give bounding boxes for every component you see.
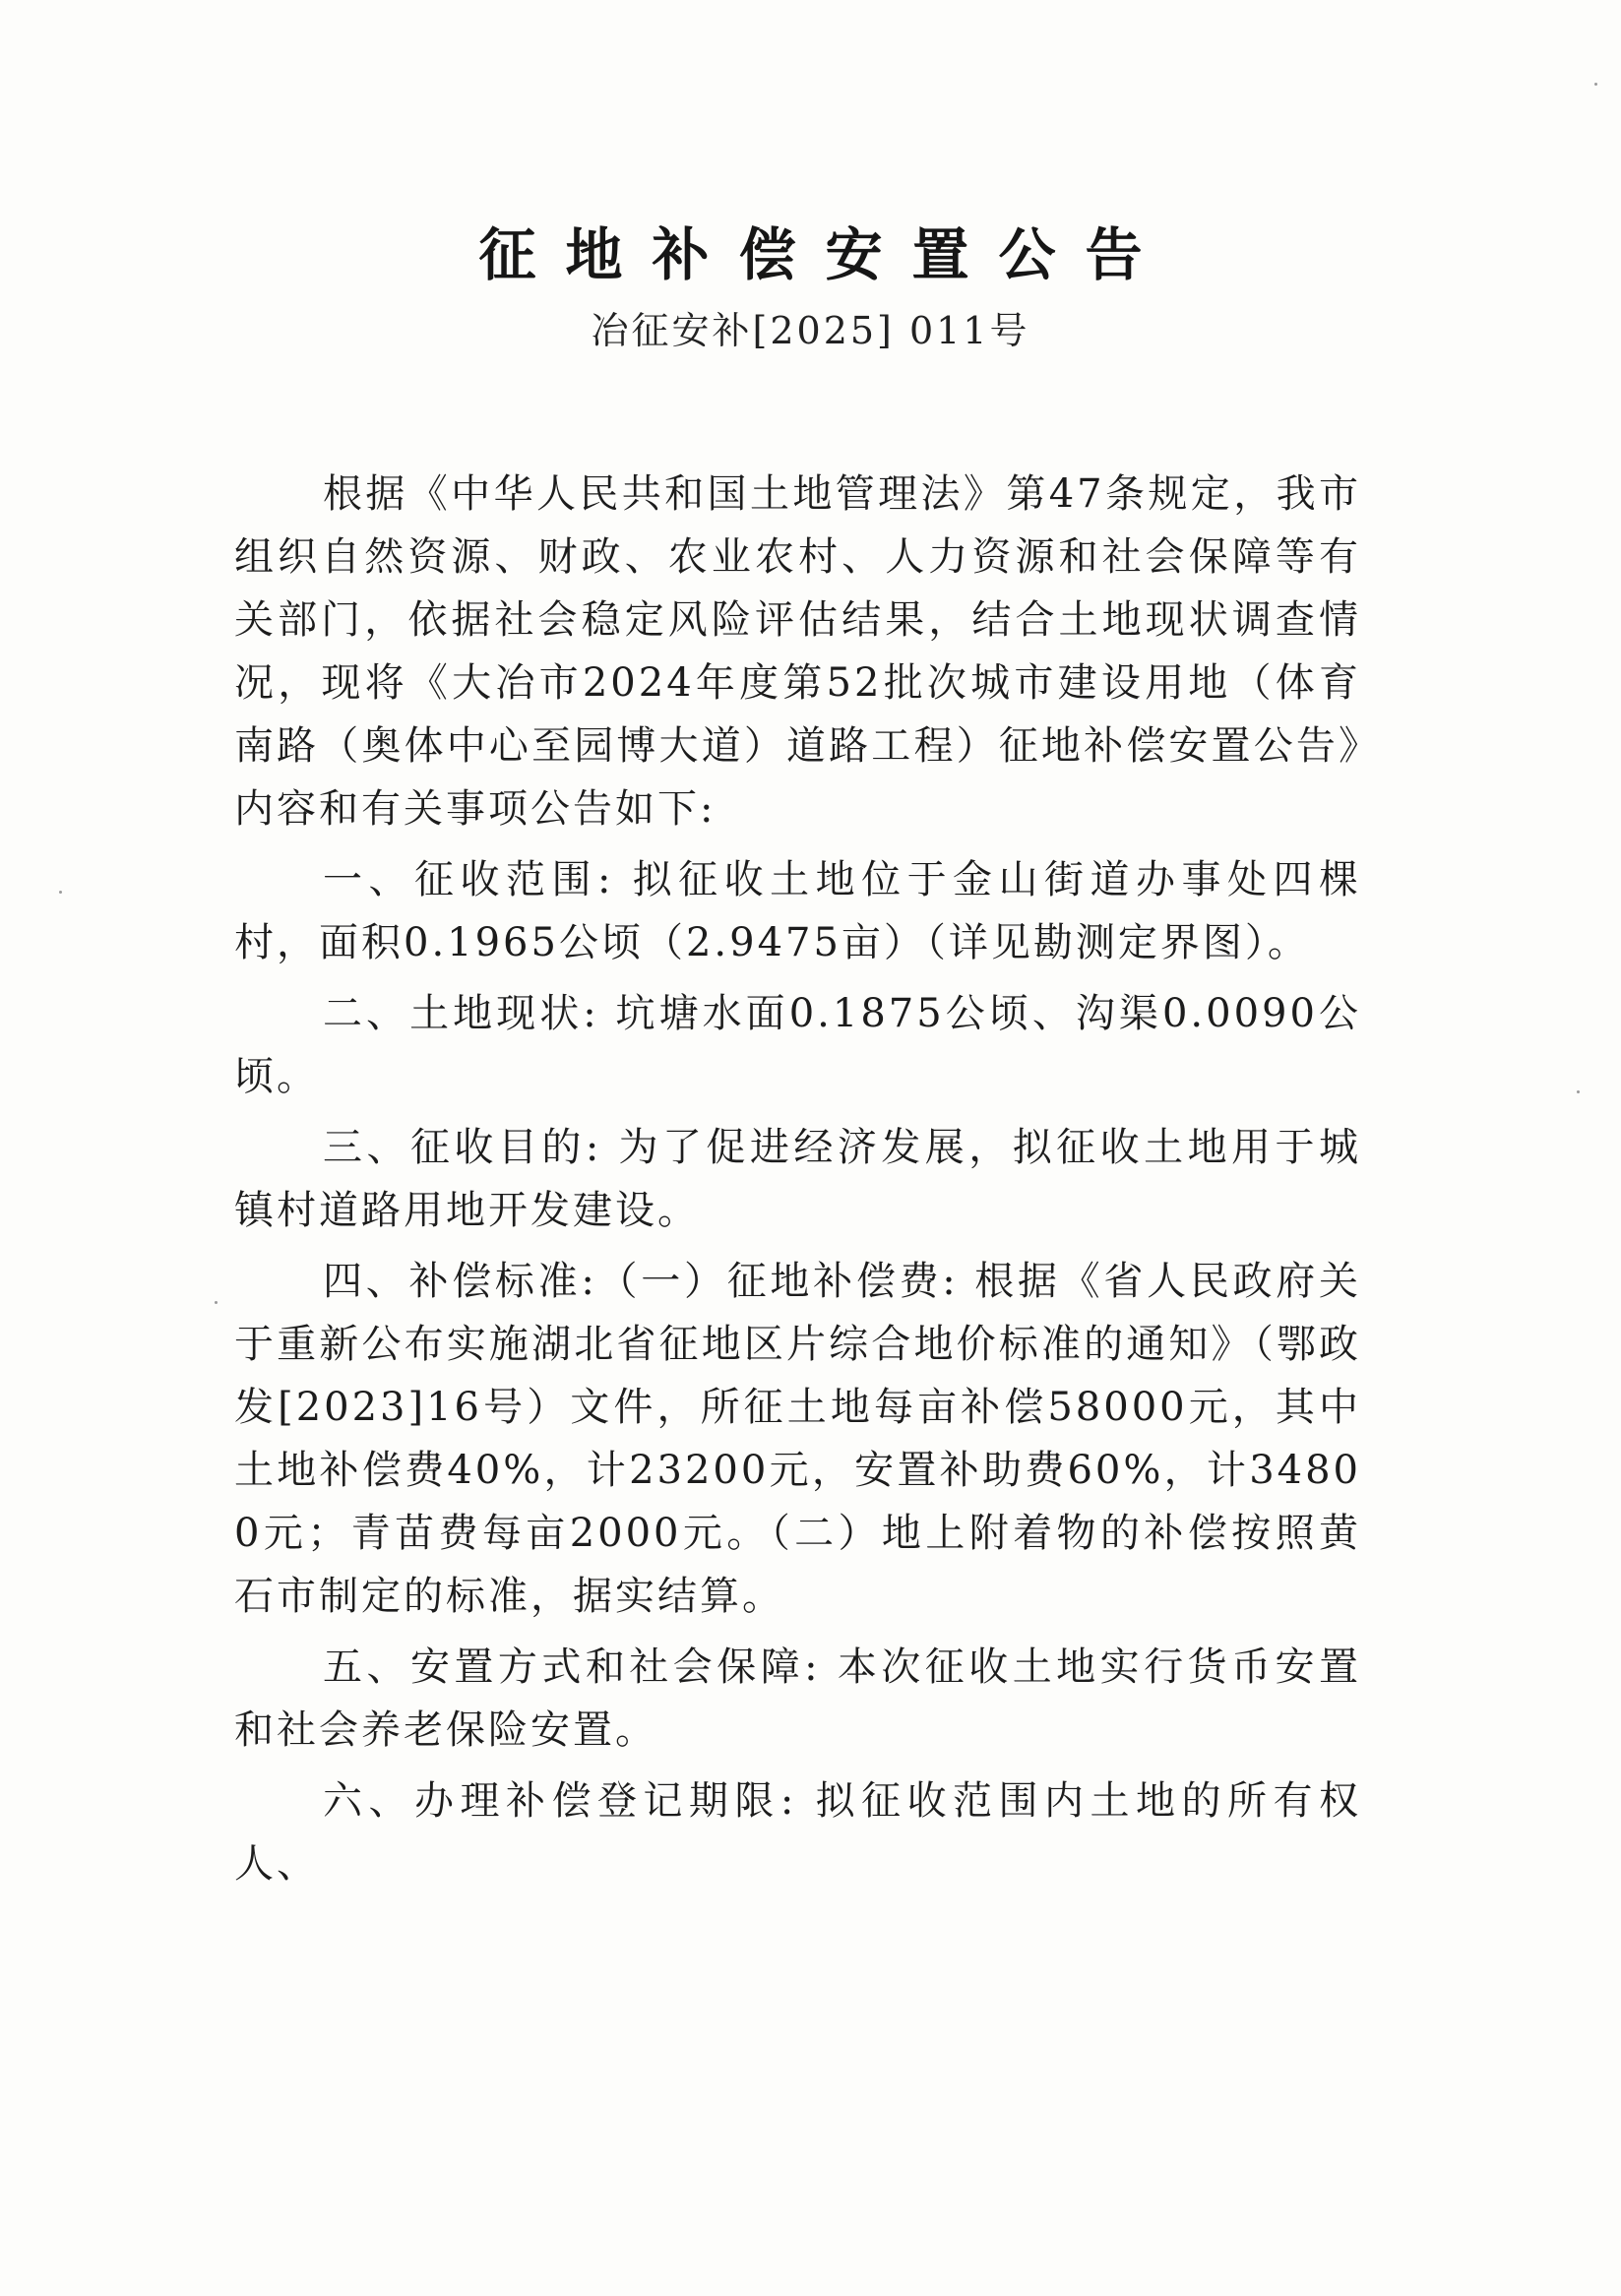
document-number: 冶征安补[2025] 011号 bbox=[591, 309, 1030, 352]
paragraph-compensation-standard: 四、补偿标准:（一）征地补偿费: 根据《省人民政府关于重新公布实施湖北省征地区片综合地价标准的通知》（鄂政发[2023]16号）文件，所征土地每亩补偿58000元，其中土地补偿费40%，计23200元，安置补助费60%，计34800元；青苗费每亩2000元。（二）地上附着物的补偿按照黄石市制定的标准，据实结算。 bbox=[234, 1259, 1361, 1619]
scan-speck bbox=[215, 1301, 218, 1304]
paragraph-scope: 一、征收范围: 拟征收土地位于金山街道办事处四棵村，面积0.1965公顷（2.9475亩）（详见勘测定界图）。 bbox=[234, 857, 1361, 965]
paragraph-land-status: 二、土地现状: 坑塘水面0.1875公顷、沟渠0.0090公顷。 bbox=[234, 991, 1361, 1099]
page-title: 征地补偿安置公告 bbox=[478, 221, 1172, 288]
paragraph-resettlement: 五、安置方式和社会保障: 本次征收土地实行货币安置和社会养老保险安置。 bbox=[234, 1644, 1361, 1753]
scan-speck bbox=[59, 891, 62, 894]
paragraph-purpose: 三、征收目的: 为了促进经济发展，拟征收土地用于城镇村道路用地开发建设。 bbox=[234, 1125, 1361, 1233]
paragraph-registration-deadline: 六、办理补偿登记期限: 拟征收范围内土地的所有权人、 bbox=[234, 1778, 1361, 1887]
scan-speck bbox=[1577, 1090, 1580, 1093]
paragraph-intro: 根据《中华人民共和国土地管理法》第47条规定，我市组织自然资源、财政、农业农村、人力资源和社会保障等有关部门，依据社会稳定风险评估结果，结合土地现状调查情况，现将《大冶市2024年度第52批次城市建设用地（体育南路（奥体中心至园博大道）道路工程）征地补偿安置公告》内容和有关事项公告如下: bbox=[234, 471, 1361, 832]
scan-speck bbox=[1594, 83, 1597, 86]
document-body bbox=[234, 463, 1361, 1895]
